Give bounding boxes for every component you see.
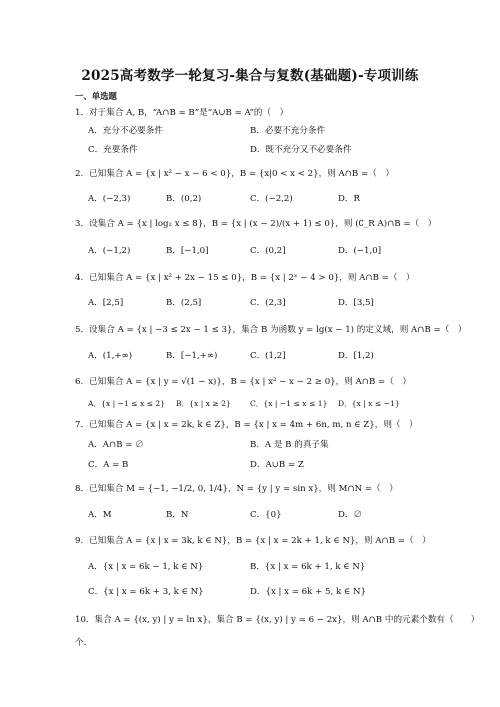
option-b: B．(2,5] (166, 298, 202, 308)
option-c: C．A = B (88, 460, 129, 470)
question-stem: 4．已知集合 A = {x | x² + 2x − 15 ≤ 0}，B = {x | 2ˣ − 4 > 0}，则 A∩B =（ ） (75, 273, 415, 283)
option-b: B．A 是 B 的真子集 (250, 440, 329, 450)
page-title: 2025高考数学一轮复习-集合与复数(基础题)-专项训练 (81, 68, 419, 84)
option-d: D．既不充分又不必要条件 (250, 145, 352, 155)
option-b: B．N (166, 510, 189, 520)
option-b: B．{x | x = 6k + 1, k ∈ N} (250, 562, 366, 572)
option-a: A．(−1,2) (88, 246, 131, 256)
option-b: B．{x | x ≥ 2} (176, 399, 231, 408)
question-stem: 2．已知集合 A = {x | x² − x − 6 < 0}，B = {x|0 < x < 2}，则 A∩B =（ ） (75, 169, 394, 179)
option-c: C．{x | −1 ≤ x ≤ 1} (250, 399, 328, 408)
option-b: B．[−1,0] (166, 246, 209, 256)
option-c: C．{x | x = 6k + 3, k ∈ N} (88, 587, 204, 597)
question-stem: 1．对于集合 A, B，“A∩B = B”是“A∪B = A”的（ ） (75, 108, 289, 118)
question-stem: 6．已知集合 A = {x | y = √(1 − x)}，B = {x | x² − x − 2 ≥ 0}，则 A∩B =（ ） (75, 377, 411, 387)
option-a: A．(−2,3) (88, 194, 131, 204)
option-c: C．充要条件 (88, 145, 138, 155)
option-d: D．[1,2) (338, 351, 374, 361)
option-d: D．[3,5] (338, 298, 374, 308)
section-heading: 一、单选题 (75, 91, 117, 101)
option-d: D．R (338, 194, 360, 204)
option-d: D．(−1,0] (338, 246, 382, 256)
question-stem: 7．已知集合 A = {x | x = 2k, k ∈ Z}，B = {x | x = 4m + 6n, m, n ∈ Z}，则（ ） (75, 420, 418, 430)
question-stem: 5．设集合 A = {x | −3 ≤ 2x − 1 ≤ 3}，集合 B 为函数 y = lg(x − 1) 的定义域，则 A∩B =（ ） (75, 325, 467, 335)
option-b: B．必要不充分条件 (250, 126, 326, 136)
question-stem: 3．设集合 A = {x | log₂ x ≤ 8}，B = {x | (x − 2)/(x + 1) ≤ 0}，则 (∁_R A)∩B =（ ） (75, 219, 437, 229)
option-c: C．{0} (250, 510, 282, 520)
option-b: B．[−1,+∞) (166, 351, 218, 361)
option-b: B．(0,2) (166, 194, 202, 204)
option-a: A．充分不必要条件 (88, 126, 163, 136)
option-c: C．(0,2] (250, 246, 286, 256)
question-stem: 8．已知集合 M = {−1, −1/2, 0, 1/4}，N = {y | y = sin x}，则 M∩N =（ ） (75, 484, 398, 494)
option-c: C．(−2,2) (250, 194, 293, 204)
option-c: C．(1,2] (250, 351, 286, 361)
option-a: A．A∩B = ∅ (88, 440, 144, 450)
question-stem-continuation: 个. (75, 638, 87, 648)
option-a: A．(1,+∞) (88, 351, 133, 361)
option-a: A．M (88, 510, 112, 520)
option-d: D．∅ (338, 510, 363, 520)
option-d: D．{x | x ≤ −1} (338, 399, 400, 408)
option-d: D．{x | x = 6k + 5, k ∈ N} (250, 587, 366, 597)
option-d: D．A∪B = Z (250, 460, 304, 470)
option-c: C．(2,3] (250, 298, 286, 308)
question-stem: 10．集合 A = {(x, y) | y = ln x}，集合 B = {(x, y) | y = 6 − 2x}，则 A∩B 中的元素个数有（ ） (75, 615, 480, 625)
option-a: A．[2,5] (88, 298, 124, 308)
option-a: A．{x | −1 ≤ x ≤ 2} (88, 399, 166, 408)
question-stem: 9．已知集合 A = {x | x = 3k, k ∈ N}，B = {x | x = 2k + 1, k ∈ N}，则 A∩B =（ ） (75, 536, 431, 546)
option-a: A．{x | x = 6k − 1, k ∈ N} (88, 562, 204, 572)
